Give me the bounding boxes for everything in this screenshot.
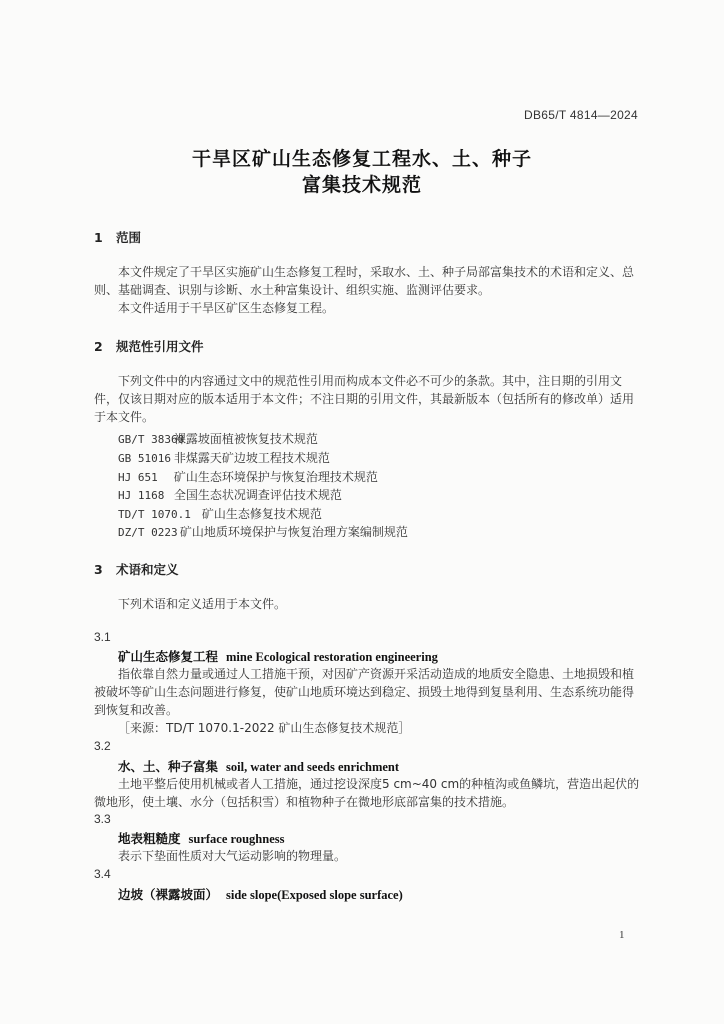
term-number: 3.3 — [94, 812, 111, 826]
reference-title: 矿山生态修复技术规范 — [201, 507, 322, 521]
reference-title: 裸露坡面植被恢复技术规范 — [173, 432, 318, 446]
reference-title: 全国生态状况调查评估技术规范 — [173, 488, 342, 502]
term-chinese: 边坡（裸露坡面） — [118, 887, 219, 902]
term-chinese: 地表粗糙度 — [118, 831, 181, 846]
term-definition: 土地平整后使用机械或者人工措施，通过挖设深度5 cm~40 cm的种植沟或鱼鳞坑，营造出起伏的微地形，使土壤、水分（包括积雪）和植物种子在微地形底部富集的技术措施。 — [94, 777, 640, 809]
term-heading — [118, 829, 284, 847]
term-english: surface roughness — [188, 832, 285, 846]
reference-title: 非煤露天矿边坡工程技术规范 — [173, 451, 330, 465]
reference-code: HJ 651 — [118, 471, 158, 484]
section-title: 术语和定义 — [116, 562, 179, 577]
section-3-heading — [94, 560, 179, 578]
section-title: 范围 — [116, 230, 142, 245]
section-1-para-2: 本文件适用于干旱区矿区生态修复工程。 — [118, 301, 335, 315]
term-heading — [118, 757, 399, 775]
section-number: 2 — [94, 339, 103, 354]
term-heading — [118, 885, 403, 903]
term-chinese: 水、土、种子富集 — [118, 759, 219, 774]
section-number: 1 — [94, 230, 103, 245]
section-1-heading — [94, 228, 141, 246]
reference-code: HJ 1168 — [118, 489, 165, 502]
term-source: ［来源：TD/T 1070.1-2022 矿山生态修复技术规范］ — [118, 721, 411, 735]
term-definition: 表示下垫面性质对大气运动影响的物理量。 — [118, 849, 347, 863]
page-number: 1 — [619, 929, 625, 941]
section-2-intro: 下列文件中的内容通过文中的规范性引用而构成本文件必不可少的条款。其中，注日期的引用文件，仅该日期对应的版本适用于本文件；不注日期的引用文件，其最新版本（包括所有的修改单）适用于本文件。 — [94, 374, 635, 424]
reference-item — [118, 430, 318, 447]
reference-item — [118, 505, 322, 522]
term-english: side slope(Exposed slope surface) — [226, 888, 403, 902]
term-number: 3.2 — [94, 739, 111, 753]
term-number: 3.1 — [94, 630, 111, 644]
term-heading — [118, 647, 438, 665]
reference-title: 矿山生态环境保护与恢复治理技术规范 — [173, 470, 378, 484]
term-number: 3.4 — [94, 867, 111, 881]
reference-title: 矿山地质环境保护与恢复治理方案编制规范 — [179, 525, 408, 539]
section-3-intro: 下列术语和定义适用于本文件。 — [118, 597, 287, 611]
document-title-line1: 干旱区矿山生态修复工程水、土、种子 — [191, 148, 532, 170]
term-chinese: 矿山生态修复工程 — [118, 649, 219, 664]
section-1-para-1: 本文件规定了干旱区实施矿山生态修复工程时，采取水、土、种子局部富集技术的术语和定义、总则、基础调查、识别与诊断、水土种富集设计、组织实施、监测评估要求。 — [94, 265, 635, 297]
section-2-heading — [94, 337, 204, 355]
reference-code: DZ/T 0223 — [118, 526, 178, 539]
term-definition: 指依靠自然力量或通过人工措施干预，对因矿产资源开采活动造成的地质安全隐患、土地损毁和植被破坏等矿山生态问题进行修复，使矿山地质环境达到稳定、损毁土地得到复垦利用、生态系统功能得到恢复和改善。 — [94, 667, 635, 717]
term-english: mine Ecological restoration engineering — [226, 650, 438, 664]
reference-item — [118, 468, 378, 485]
term-english: soil, water and seeds enrichment — [226, 760, 400, 774]
section-number: 3 — [94, 562, 103, 577]
document-title-line2: 富集技术规范 — [301, 174, 422, 196]
reference-item — [118, 486, 342, 503]
reference-item — [118, 449, 330, 466]
reference-code: GB 51016 — [118, 452, 171, 465]
reference-code: GB/T 38360 — [118, 433, 185, 446]
reference-item — [118, 523, 408, 540]
reference-code: TD/T 1070.1 — [118, 508, 191, 521]
standard-code: DB65/T 4814—2024 — [524, 108, 638, 122]
section-title: 规范性引用文件 — [116, 339, 204, 354]
